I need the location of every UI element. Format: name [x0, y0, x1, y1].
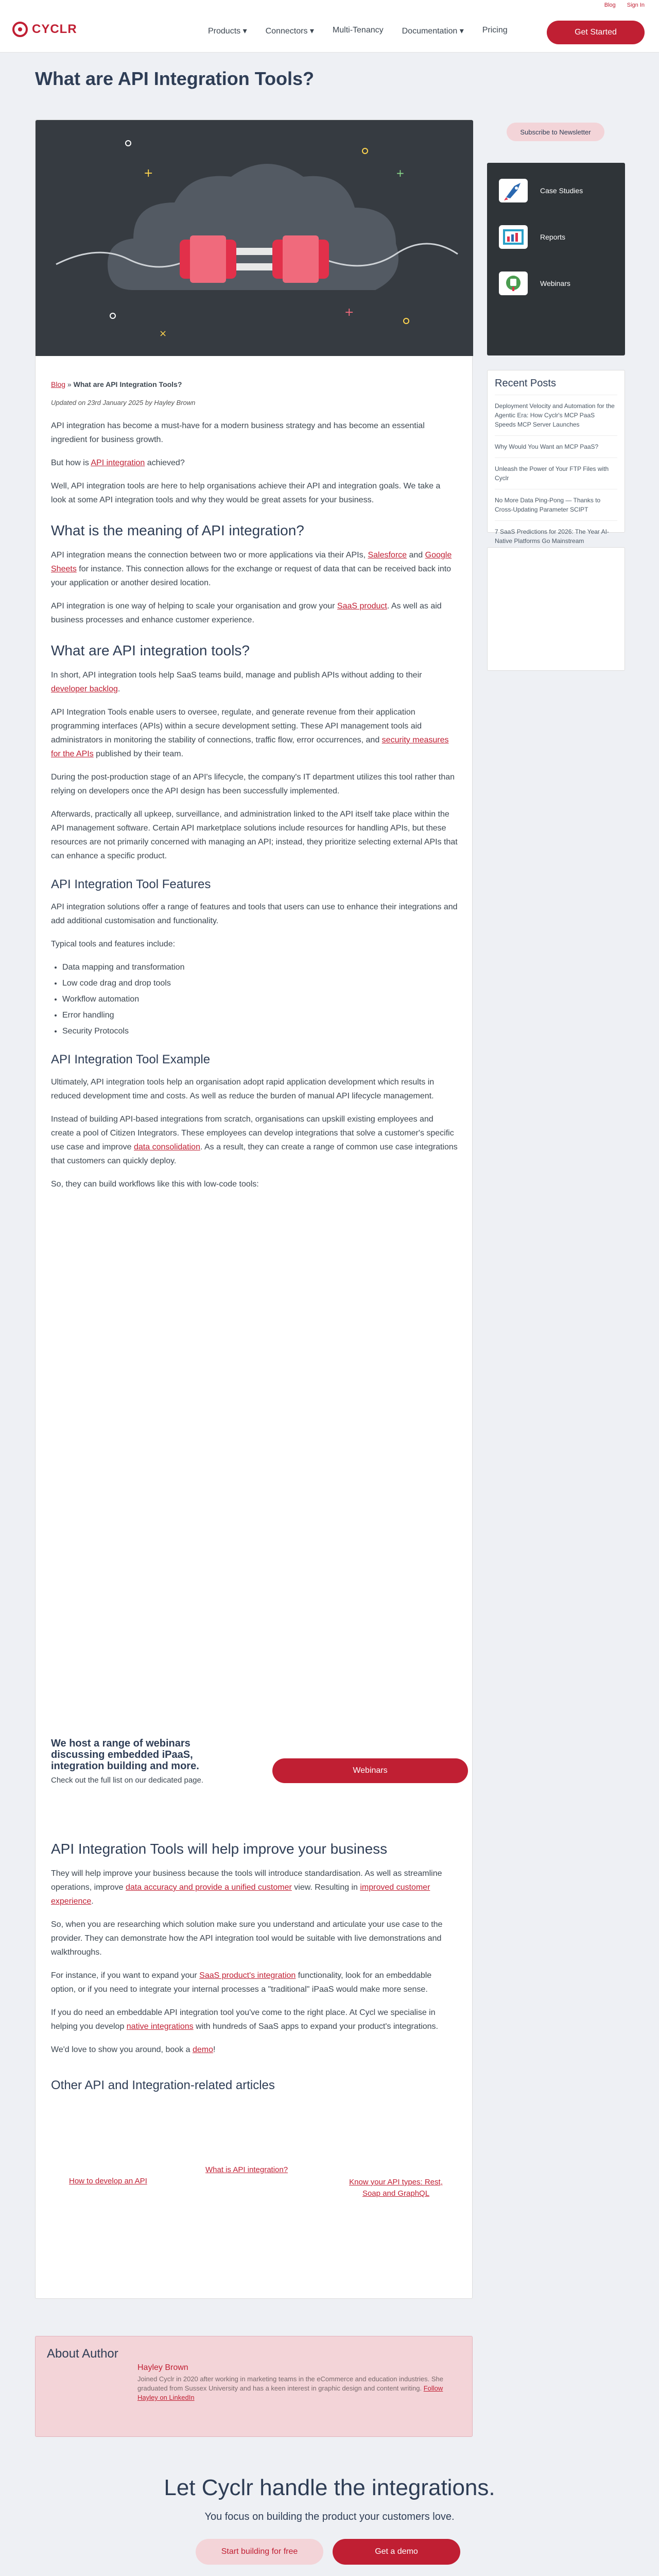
get-started-button[interactable]: Get Started: [547, 21, 645, 44]
customer-experience-link[interactable]: improved customer experience: [51, 1883, 430, 1906]
text: .: [91, 1897, 94, 1906]
subscribe-button[interactable]: Subscribe to Newsletter: [507, 123, 604, 141]
nav-multi-tenancy[interactable]: Multi-Tenancy: [332, 26, 384, 35]
intro-paragraph-2: [51, 456, 458, 470]
improve-paragraph-5: [51, 2043, 458, 2057]
tools-paragraph-2: [51, 705, 458, 761]
article-card: [35, 120, 473, 2299]
section-heading-features: API Integration Tool Features: [51, 877, 211, 891]
recent-post-link[interactable]: No More Data Ping-Pong — Thanks to Cross-Updating Parameter SCIPT: [495, 489, 617, 520]
text: . As well as aid business processes and enhance customer experience.: [51, 602, 442, 624]
recent-posts-title: Recent Posts: [495, 378, 556, 389]
meaning-paragraph-2: [51, 599, 458, 627]
list-item: • Data mapping and transformation: [62, 960, 458, 974]
utility-links: [604, 2, 645, 8]
nav-documentation[interactable]: Documentation ▾: [402, 27, 464, 36]
intro-paragraph-1: API integration has become a must-have for a modern business strategy and has become an essential ingredient for business growth.: [51, 421, 425, 444]
data-consolidation-link[interactable]: data consolidation: [133, 1143, 200, 1151]
svg-text:+: +: [344, 306, 354, 319]
resources-box: [487, 163, 625, 355]
rocket-icon: [499, 179, 528, 202]
recent-post-link[interactable]: Deployment Velocity and Automation for the Agentic Era: How Cyclr's MCP PaaS Speeds MCP Server Launches: [495, 395, 617, 435]
webinar-text: Check out the full list on our dedicated page.: [51, 1776, 204, 1785]
recent-post-link[interactable]: 7 SaaS Predictions for 2026: The Year AI-Native Platforms Go Mainstream: [495, 520, 617, 552]
rocket-svg: [499, 179, 528, 202]
improve-paragraph-2: So, when you are researching which solution make sure you understand and articulate your use case to the provider. They can demonstrate how the API integration tool would be suitable with live demonstrations and walkthroughs.: [51, 1920, 443, 1957]
related-article-link[interactable]: What is API integration?: [205, 2165, 288, 2174]
intro-paragraph-3: Well, API integration tools are here to help organisations achieve their API and integration goals. We take a look at some API integration tools and why they would be great assets for your business.: [51, 482, 441, 504]
related-articles: [51, 2140, 458, 2201]
list-item: • Security Protocols: [62, 1024, 458, 1038]
saas-product-link[interactable]: SaaS product: [337, 602, 387, 611]
author-linkedin-link[interactable]: Follow Hayley on LinkedIn: [137, 2384, 443, 2401]
text: They will help improve your business because the tools will introduce standardisation. As well as streamline operations, improve: [51, 1869, 442, 1892]
text: !: [213, 2045, 216, 2054]
cloud-plug-illustration: [36, 120, 473, 356]
meaning-paragraph-1: [51, 548, 458, 590]
sign-in-link[interactable]: Sign In: [627, 2, 645, 8]
example-paragraph-2: [51, 1112, 458, 1168]
nav-products[interactable]: Products ▾: [208, 27, 247, 36]
text: achieved?: [145, 459, 185, 467]
native-integrations-link[interactable]: native integrations: [126, 2022, 194, 2031]
nav-menu: [208, 26, 508, 36]
text: and: [407, 551, 425, 560]
text: with hundreds of SaaS apps to expand your product's integrations.: [193, 2022, 438, 2031]
author-name: Hayley Brown: [137, 2363, 188, 2372]
webinar-icon: [499, 272, 528, 295]
google-sheets-link[interactable]: Google Sheets: [51, 551, 452, 573]
text: If you do need an embeddable API integration tool you've come to the right place. At Cycl we specialise in helping you develop: [51, 2008, 436, 2031]
tools-paragraph-1: [51, 668, 458, 696]
svg-text:+: +: [144, 167, 153, 180]
text: For instance, if you want to expand your: [51, 1971, 200, 1980]
features-list: [62, 960, 458, 1038]
list-item: • Low code drag and drop tools: [62, 976, 458, 990]
text: functionality, look for an embeddable option, or if you need to integrate your internal processes a "traditional" iPaaS would make more sense.: [51, 1971, 432, 1994]
data-accuracy-link[interactable]: data accuracy and provide a unified customer: [125, 1883, 292, 1892]
article-body-continued: [51, 1825, 458, 2101]
recent-posts-box: [487, 370, 625, 545]
related-heading: Other API and Integration-related articles: [51, 2078, 275, 2092]
breadcrumb-separator: »: [67, 380, 72, 388]
text: .: [117, 685, 120, 693]
recent-post-link[interactable]: Why Would You Want an MCP PaaS?: [495, 435, 617, 457]
reports-label: Reports: [540, 233, 566, 241]
page-header: [0, 53, 659, 102]
main-navigation: [0, 9, 659, 53]
cta-buttons: [196, 2539, 460, 2565]
tools-paragraph-3: During the post-production stage of an API's lifecycle, the company's IT department utilizes this tool rather than relying on developers once the API design has been successfully implemented.: [51, 773, 455, 795]
demo-link[interactable]: demo: [192, 2045, 213, 2054]
features-paragraph-1: API integration solutions offer a range of features and tools that users can use to enhance their integrations and add additional customisation and functionality.: [51, 903, 458, 925]
blog-link[interactable]: Blog: [604, 2, 616, 8]
section-heading-tools: What are API integration tools?: [51, 642, 250, 658]
report-icon: [499, 225, 528, 249]
improve-paragraph-4: [51, 2006, 458, 2033]
about-author: [35, 2336, 473, 2437]
nav-pricing[interactable]: Pricing: [482, 26, 508, 35]
breadcrumb-current: What are API Integration Tools?: [73, 380, 182, 388]
cta-section: [0, 2473, 659, 2576]
text: API Integration Tools enable users to oversee, regulate, and generate revenue from their application programming interfaces (APIs) within a secure development setting. These API management tools aid administrators in monitoring the stability of connections, traffic flow, error occurrences, and: [51, 708, 422, 744]
product-integration-link[interactable]: SaaS product's integration: [199, 1971, 296, 1980]
cyclr-logo[interactable]: [12, 22, 77, 37]
svg-text:×: ×: [159, 328, 167, 339]
example-paragraph-3: So, they can build workflows like this with low-code tools:: [51, 1180, 259, 1189]
updated-date: Updated on 23rd January 2025 by Hayley Brown: [51, 399, 196, 406]
case-studies-label: Case Studies: [540, 187, 583, 195]
cyclr-logo-icon: [12, 22, 28, 37]
text: Joined Cyclr in 2020 after working in marketing teams in the eCommerce and education industries. She graduated from Sussex University and has a keen interest in graphic design and content writing.: [137, 2375, 443, 2392]
developer-backlog-link[interactable]: developer backlog: [51, 685, 118, 693]
hero-illustration: [36, 120, 473, 356]
get-demo-button[interactable]: Get a demo: [333, 2539, 460, 2565]
text: for instance. This connection allows for the exchange or request of data that can be received back into your application or another desired location.: [51, 565, 452, 587]
breadcrumb-blog-link[interactable]: Blog: [51, 380, 66, 388]
report-svg: [499, 225, 528, 249]
recent-post-link[interactable]: Unleash the Power of Your FTP Files with Cyclr: [495, 457, 617, 489]
utility-bar: [0, 0, 659, 9]
example-paragraph-1: Ultimately, API integration tools help an organisation adopt rapid application development which results in reduced development time and costs. As well as reduce the burden of manual API lifecycle management.: [51, 1078, 435, 1100]
improve-paragraph-1: [51, 1867, 458, 1908]
reports-item[interactable]: [499, 225, 565, 249]
improve-paragraph-3: [51, 1969, 458, 1996]
api-integration-link[interactable]: API integration: [91, 459, 145, 467]
salesforce-link[interactable]: Salesforce: [368, 551, 407, 560]
text: We'd love to show you around, book a: [51, 2045, 193, 2054]
cta-heading: Let Cyclr handle the integrations.: [164, 2475, 495, 2500]
nav-connectors[interactable]: Connectors ▾: [265, 27, 314, 36]
webinars-button[interactable]: Webinars: [272, 1758, 468, 1783]
section-heading-improve: API Integration Tools will help improve your business: [51, 1841, 388, 1857]
about-author-heading: About Author: [47, 2347, 118, 2361]
list-item: • Error handling: [62, 1008, 458, 1022]
list-item: • Workflow automation: [62, 992, 458, 1006]
webinars-label: Webinars: [540, 279, 570, 287]
webinar-svg: [499, 272, 528, 295]
webinars-item[interactable]: [499, 272, 570, 295]
breadcrumb: [51, 378, 458, 392]
related-article-link[interactable]: Know your API types: Rest, Soap and GraphQL: [349, 2178, 443, 2198]
case-studies-item[interactable]: [499, 179, 583, 202]
webinar-promo: [51, 1738, 458, 1800]
related-article-link[interactable]: How to develop an API: [69, 2177, 147, 2185]
logo-text: CYCLR: [32, 22, 77, 36]
section-heading-example: API Integration Tool Example: [51, 1053, 211, 1066]
page-title: What are API Integration Tools?: [35, 68, 315, 89]
text: . As a result, they can create a range of common use case integrations that customers can quickly deploy.: [51, 1143, 458, 1165]
text: But how is: [51, 459, 91, 467]
tools-paragraph-4: Afterwards, practically all upkeep, surveillance, and administration linked to the API itself take place within the API management software. Certain API marketplace solutions include resources for handling APIs, but these resources are not primarily concerned with managing an API; instead, they prioritize selecting external APIs that can enhance a specific product.: [51, 810, 458, 860]
text: In short, API integration tools help SaaS teams build, manage and publish APIs without adding to their: [51, 671, 422, 680]
text: Instead of building API-based integrations from scratch, organisations can upskill existing employees and create a pool of Citizen Integrators. These employees can develop integrations that solve a customer's specific use case and improve: [51, 1115, 454, 1151]
article-body: [51, 378, 458, 1200]
section-heading-meaning: What is the meaning of API integration?: [51, 522, 304, 538]
webinar-heading: We host a range of webinars discussing embedded iPaaS, integration building and more.: [51, 1738, 199, 1772]
svg-text:+: +: [396, 167, 405, 179]
text: view. Resulting in: [291, 1883, 360, 1892]
security-measures-link[interactable]: security measures for the APIs: [51, 736, 449, 758]
features-paragraph-2: Typical tools and features include:: [51, 940, 176, 948]
text: API integration means the connection between two or more applications via their APIs,: [51, 551, 368, 560]
author-bio: [137, 2375, 446, 2402]
sidebar-empty-box: [487, 547, 625, 671]
start-building-button[interactable]: Start building for free: [196, 2539, 323, 2565]
cta-subheading: You focus on building the product your customers love.: [204, 2511, 455, 2522]
text: published by their team.: [93, 750, 184, 758]
text: API integration is one way of helping to scale your organisation and grow your: [51, 602, 337, 611]
